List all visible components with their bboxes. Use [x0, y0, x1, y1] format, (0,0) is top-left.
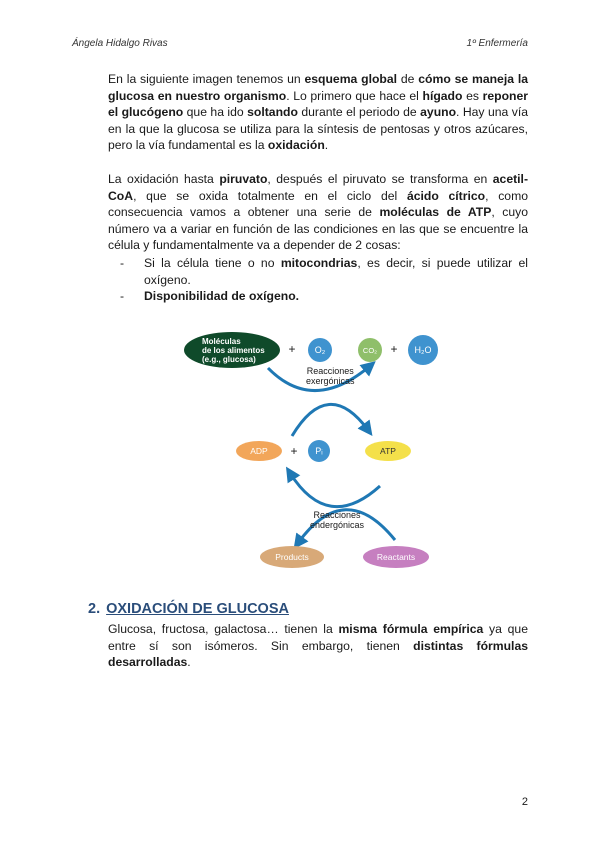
exergonic-arrow-down [292, 404, 368, 436]
exergonic-label: Reacciones exergónicas [306, 366, 355, 386]
page-number: 2 [521, 796, 528, 808]
plus-sign: + [290, 443, 298, 458]
header-author: Ángela Hidalgo Rivas [72, 38, 168, 49]
reactants-oval: Reactants [363, 546, 429, 568]
bullet-list [120, 255, 528, 305]
endergonic-label: Reacciones endergónicas [310, 510, 365, 530]
paragraph-isomers: Glucosa, fructosa, galactosa… tienen la misma fórmula empírica ya que entre sí son isómeros. Sin embargo, tienen distintas fórmulas desarrolladas. [108, 622, 529, 670]
adp-oval: ADP [236, 441, 282, 461]
h2o-molecule: H₂O [408, 335, 438, 365]
header-course: 1º Enfermería [466, 38, 528, 49]
list-item: - Disponibilidad de oxígeno. [120, 289, 300, 304]
food-molecules-oval: Moléculas de los alimentos (e.g., glucosa) [184, 332, 280, 368]
endergonic-arrow-up [290, 473, 380, 507]
co2-molecule: CO₂ [358, 338, 382, 362]
plus-sign: + [390, 341, 398, 356]
paragraph-glucose-overview: En la siguiente imagen tenemos un esquema global de cómo se maneja la glucosa en nuestro organismo. Lo primero que hace el hígado es reponer el glucógeno que ha ido soltando durante el periodo de ayuno. Hay una vía en la que la glucosa se utiliza para la síntesis de pentosas y otros azúcares, pero la vía fundamental es la oxidación. [108, 72, 528, 153]
o2-molecule: O₂ [308, 338, 332, 362]
products-oval: Products [260, 546, 324, 568]
section-heading: 2. OXIDACIÓN DE GLUCOSA [88, 601, 289, 617]
pi-molecule: Pᵢ [308, 440, 330, 462]
list-item: - Si la célula tiene o no mitocondrias, es decir, si puede utilizar el oxígeno. [120, 256, 528, 287]
paragraph-oxidation: La oxidación hasta piruvato, después el piruvato se transforma en acetil-CoA, que se oxida totalmente en el ciclo del ácido cítrico, como consecuencia vamos a obtener una serie de moléculas de ATP, cuyo número va a variar en función de las condiciones en las que se encuentre la célula y fundamentalmente va a depender de 2 cosas: [108, 172, 529, 253]
plus-sign: + [288, 341, 296, 356]
atp-oval: ATP [365, 441, 411, 461]
glucose-atp-cycle-diagram [180, 328, 440, 573]
